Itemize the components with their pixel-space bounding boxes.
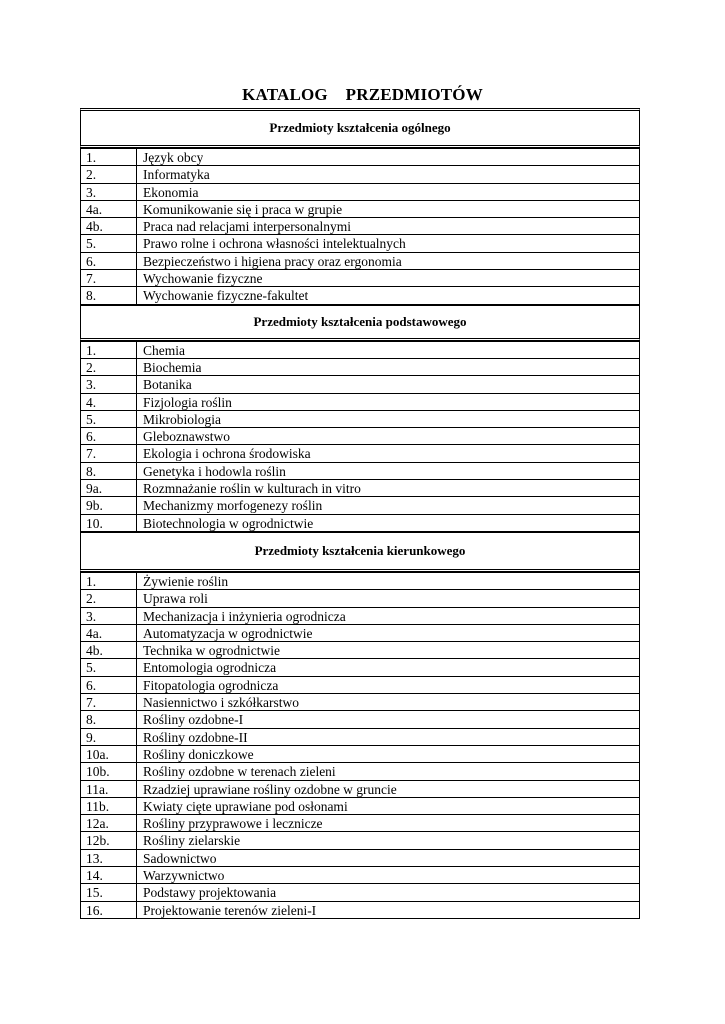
course-number: 8. (81, 463, 137, 479)
table-row (81, 867, 639, 884)
table-row (81, 608, 639, 625)
course-name: Podstawy projektowania (143, 885, 277, 901)
table-row (81, 359, 639, 376)
table-row (81, 445, 639, 462)
course-name: Prawo rolne i ochrona własności intelektualnych (143, 236, 406, 252)
course-name: Rozmnażanie roślin w kulturach in vitro (143, 481, 361, 497)
course-number: 12a. (81, 815, 137, 831)
course-name: Wychowanie fizyczne (143, 271, 263, 287)
table-row (81, 832, 639, 849)
table-row (81, 884, 639, 901)
table-row (81, 798, 639, 815)
course-number: 10b. (81, 763, 137, 779)
table-row (81, 711, 639, 728)
course-name: Język obcy (143, 150, 204, 165)
course-number: 11a. (81, 781, 137, 797)
course-name: Kwiaty cięte uprawiane pod osłonami (143, 798, 348, 814)
table-row (81, 201, 639, 218)
course-number: 1. (81, 149, 137, 165)
course-number: 3. (81, 608, 137, 624)
course-name: Biotechnologia w ogrodnictwie (143, 515, 314, 531)
course-number: 8. (81, 287, 137, 303)
course-name: Mechanizmy morfogenezy roślin (143, 498, 323, 514)
page-title: KATALOG PRZEDMIOTÓW (242, 85, 483, 104)
table-row (81, 411, 639, 428)
course-name: Technika w ogrodnictwie (143, 643, 281, 659)
course-number: 8. (81, 711, 137, 727)
course-number: 7. (81, 694, 137, 710)
course-number: 4a. (81, 625, 137, 641)
course-name: Rośliny zielarskie (143, 833, 241, 849)
course-name: Mechanizacja i inżynieria ogrodnicza (143, 608, 346, 624)
table-row (81, 253, 639, 270)
course-name: Fizjologia roślin (143, 394, 232, 410)
course-number: 2. (81, 359, 137, 375)
course-number: 10. (81, 515, 137, 531)
course-number: 13. (81, 850, 137, 866)
course-name: Projektowanie terenów zieleni-I (143, 902, 317, 918)
course-number: 10a. (81, 746, 137, 762)
course-name: Ekonomia (143, 184, 199, 200)
course-name: Komunikowanie się i praca w grupie (143, 201, 343, 217)
table-row (81, 729, 639, 746)
course-name: Genetyka i hodowla roślin (143, 463, 286, 479)
course-number: 4a. (81, 201, 137, 217)
course-name: Gleboznawstwo (143, 429, 230, 445)
table-row (81, 515, 639, 532)
table-row (81, 218, 639, 235)
course-number: 1. (81, 573, 137, 589)
course-name: Nasiennictwo i szkółkarstwo (143, 695, 299, 711)
table-row (81, 850, 639, 867)
course-number: 9b. (81, 497, 137, 513)
table-row (81, 342, 639, 359)
course-name: Rzadziej uprawiane rośliny ozdobne w gruncie (143, 781, 397, 797)
section-rows-basic (80, 341, 640, 532)
section-heading-general: Przedmioty kształcenia ogólnego (80, 108, 640, 148)
table-row (81, 235, 639, 252)
table-row (81, 149, 639, 166)
course-number: 16. (81, 902, 137, 918)
table-row (81, 166, 639, 183)
table-row (81, 590, 639, 607)
course-number: 3. (81, 184, 137, 200)
course-number: 1. (81, 342, 137, 358)
table-row (81, 184, 639, 201)
course-number: 2. (81, 166, 137, 182)
course-name: Sadownictwo (143, 850, 217, 866)
course-number: 15. (81, 884, 137, 900)
table-row (81, 642, 639, 659)
table-row (81, 659, 639, 676)
course-name: Warzywnictwo (143, 867, 225, 883)
table-row (81, 902, 639, 919)
table-row (81, 763, 639, 780)
course-number: 6. (81, 253, 137, 269)
course-number: 5. (81, 411, 137, 427)
table-row (81, 287, 639, 304)
course-name: Fitopatologia ogrodnicza (143, 677, 279, 693)
table-row (81, 677, 639, 694)
table-row (81, 573, 639, 590)
course-name: Automatyzacja w ogrodnictwie (143, 625, 313, 641)
course-number: 4. (81, 394, 137, 410)
course-number: 5. (81, 659, 137, 675)
course-number: 6. (81, 677, 137, 693)
table-row (81, 694, 639, 711)
course-name: Żywienie roślin (143, 573, 229, 589)
course-name: Biochemia (143, 359, 202, 375)
course-number: 4b. (81, 218, 137, 234)
course-number: 2. (81, 590, 137, 606)
section-heading-basic: Przedmioty kształcenia podstawowego (80, 305, 640, 341)
course-number: 7. (81, 270, 137, 286)
course-number: 4b. (81, 642, 137, 658)
course-name: Wychowanie fizyczne-fakultet (143, 288, 309, 304)
course-name: Botanika (143, 377, 192, 393)
table-row (81, 428, 639, 445)
course-name: Rośliny ozdobne w terenach zieleni (143, 764, 336, 780)
course-name: Chemia (143, 342, 185, 358)
course-name: Praca nad relacjami interpersonalnymi (143, 219, 352, 235)
table-row (81, 463, 639, 480)
course-number: 12b. (81, 832, 137, 848)
course-name: Rośliny przyprawowe i lecznicze (143, 816, 323, 832)
table-row (81, 781, 639, 798)
table-row (81, 746, 639, 763)
course-number: 5. (81, 235, 137, 251)
course-name: Bezpieczeństwo i higiena pracy oraz ergonomia (143, 253, 402, 269)
course-number: 11b. (81, 798, 137, 814)
course-number: 7. (81, 445, 137, 461)
course-name: Ekologia i ochrona środowiska (143, 446, 311, 462)
table-row (81, 376, 639, 393)
course-number: 3. (81, 376, 137, 392)
course-number: 9. (81, 729, 137, 745)
table-row (81, 270, 639, 287)
table-row (81, 394, 639, 411)
course-number: 6. (81, 428, 137, 444)
course-name: Entomologia ogrodnicza (143, 660, 277, 676)
table-row (81, 497, 639, 514)
course-name: Mikrobiologia (143, 411, 221, 427)
section-rows-general (80, 148, 640, 305)
course-name: Uprawa roli (143, 591, 208, 607)
course-name: Rośliny doniczkowe (143, 746, 254, 762)
course-catalog-table (80, 108, 640, 919)
course-name: Rośliny ozdobne-I (143, 712, 244, 728)
course-name: Rośliny ozdobne-II (143, 729, 248, 745)
table-row (81, 480, 639, 497)
table-row (81, 815, 639, 832)
table-row (81, 625, 639, 642)
course-number: 9a. (81, 480, 137, 496)
course-number: 14. (81, 867, 137, 883)
section-heading-directional: Przedmioty kształcenia kierunkowego (80, 532, 640, 572)
course-name: Informatyka (143, 167, 210, 183)
section-rows-directional (80, 572, 640, 919)
